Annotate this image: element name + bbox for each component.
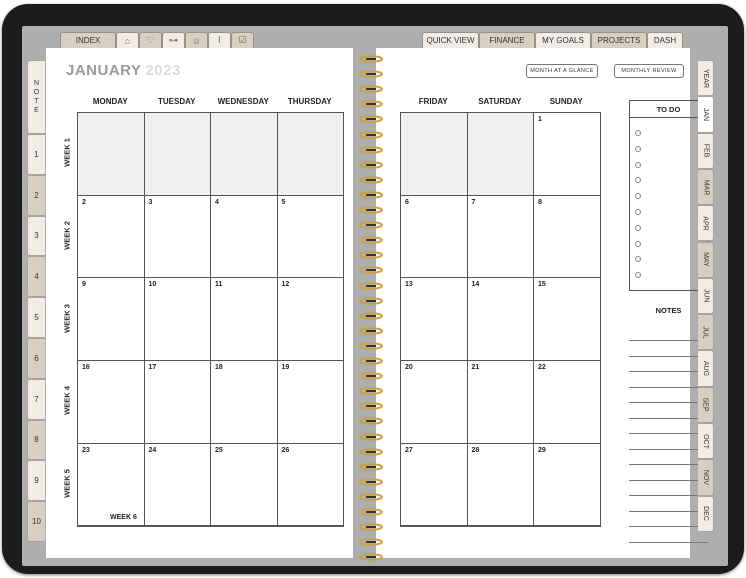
day-cell[interactable]: 4: [211, 196, 278, 279]
day-header-monday: MONDAY: [92, 97, 128, 106]
tab-quick-view[interactable]: QUICK VIEW: [422, 32, 479, 48]
note-letter: T: [34, 98, 39, 105]
tab-label: APR: [702, 216, 709, 231]
week-label: WEEK 1: [62, 138, 72, 168]
tab-label: DEC: [702, 506, 709, 522]
day-cell[interactable]: 26: [278, 444, 345, 527]
notes-line[interactable]: [629, 480, 708, 481]
day-header-friday: FRIDAY: [418, 97, 448, 106]
tab-label: MAR: [702, 179, 709, 195]
meditation-icon: ☺: [191, 35, 202, 46]
spiral-ring: [358, 352, 384, 360]
day-cell[interactable]: [468, 113, 535, 196]
notes-line[interactable]: [629, 433, 708, 434]
tab-label: SEP: [701, 397, 709, 412]
day-cell[interactable]: 27: [401, 444, 468, 527]
right-page: [376, 48, 690, 558]
tab-mar[interactable]: [698, 169, 714, 205]
day-cell[interactable]: 29: [534, 444, 601, 527]
day-cell[interactable]: 9: [78, 278, 145, 361]
todo-checkbox[interactable]: [635, 256, 641, 262]
monthly-review-button[interactable]: MONTHLY REVIEW: [614, 64, 684, 78]
todo-checkbox[interactable]: [635, 193, 641, 199]
day-cell[interactable]: [278, 113, 345, 196]
spiral-ring: [358, 156, 384, 164]
spiral-ring: [358, 110, 384, 118]
tab-checklist[interactable]: [231, 32, 254, 48]
year-title: 2023: [145, 62, 181, 79]
spiral-ring: [358, 503, 384, 511]
spiral-ring: [358, 292, 384, 300]
tab-page-9[interactable]: 9: [27, 460, 45, 501]
spiral-ring: [358, 443, 384, 451]
spiral-ring: [358, 533, 384, 541]
day-cell[interactable]: 7: [468, 196, 535, 279]
todo-checkbox[interactable]: [635, 146, 641, 152]
tab-nov[interactable]: [698, 459, 714, 495]
tab-label: NOV: [702, 469, 710, 486]
tab-finance[interactable]: FINANCE: [479, 32, 535, 48]
tab-page-8[interactable]: 8: [27, 420, 45, 461]
tab-label: YEAR: [702, 68, 709, 88]
day-cell[interactable]: 12: [278, 278, 345, 361]
tab-dash[interactable]: DASH: [647, 32, 683, 48]
week6-label: WEEK 6: [110, 513, 137, 521]
checklist-icon: ☑: [238, 35, 247, 45]
spiral-ring: [358, 367, 384, 375]
day-cell[interactable]: 22: [534, 361, 601, 444]
spiral-ring: [358, 473, 384, 481]
day-cell[interactable]: 21: [468, 361, 535, 444]
spiral-ring: [358, 126, 384, 134]
note-letter: E: [34, 107, 39, 114]
note-letter: O: [33, 89, 40, 96]
tab-dec[interactable]: [698, 496, 714, 532]
day-cell[interactable]: 23: [78, 444, 145, 527]
spiral-ring: [358, 518, 384, 526]
tab-page-4[interactable]: 4: [27, 256, 45, 297]
notes-line[interactable]: [629, 402, 708, 403]
day-cell[interactable]: 25: [211, 444, 278, 527]
day-header-sunday: SUNDAY: [549, 97, 583, 106]
heart-icon: ♡: [146, 35, 155, 45]
tab-dumbbell[interactable]: [162, 32, 185, 48]
tab-page-3[interactable]: 3: [27, 216, 45, 257]
tab-jun[interactable]: [698, 278, 714, 314]
notes-line[interactable]: [629, 387, 708, 388]
day-cell[interactable]: 20: [401, 361, 468, 444]
todo-checkbox[interactable]: [635, 177, 641, 183]
day-header-thursday: THURSDAY: [287, 97, 332, 106]
day-cell[interactable]: 1: [534, 113, 601, 196]
tab-label: FEB: [702, 143, 709, 158]
todo-checkbox[interactable]: [635, 225, 641, 231]
notes-line[interactable]: [629, 340, 708, 341]
spiral-ring: [358, 548, 384, 556]
notes-line[interactable]: [629, 542, 708, 543]
left-page: [46, 48, 353, 558]
day-header-saturday: SATURDAY: [478, 97, 522, 106]
tab-label: MAY: [702, 252, 709, 267]
broom-icon: ⌇: [217, 35, 222, 45]
tab-may[interactable]: [698, 242, 714, 278]
day-cell[interactable]: [401, 113, 468, 196]
day-cell[interactable]: 5: [278, 196, 345, 279]
day-cell[interactable]: 11: [211, 278, 278, 361]
tab-heart[interactable]: [139, 32, 162, 48]
spiral-ring: [358, 337, 384, 345]
spiral-ring: [358, 322, 384, 330]
tab-page-10[interactable]: 10: [27, 501, 45, 542]
notes-line[interactable]: [629, 356, 708, 357]
day-cell[interactable]: 24: [145, 444, 212, 527]
spiral-ring: [358, 80, 384, 88]
spiral-ring: [358, 382, 384, 390]
day-cell[interactable]: 13: [401, 278, 468, 361]
week-label: WEEK 2: [62, 221, 72, 250]
tab-page-7[interactable]: 7: [27, 379, 45, 420]
spiral-ring: [358, 231, 384, 239]
tab-page-5[interactable]: 5: [27, 297, 45, 338]
spiral-ring: [358, 261, 384, 269]
tab-feb[interactable]: [698, 133, 714, 169]
notes-line[interactable]: [629, 511, 708, 512]
spiral-ring: [358, 141, 384, 149]
notes-line[interactable]: [629, 464, 708, 465]
tab-jul[interactable]: [698, 314, 714, 350]
tab-aug[interactable]: [698, 350, 714, 386]
calendar-grid-left: [77, 112, 344, 527]
tab-label: AUG: [702, 360, 710, 377]
day-cell[interactable]: [211, 113, 278, 196]
spiral-ring: [358, 201, 384, 209]
month-at-a-glance-button[interactable]: MONTH AT A GLANCE: [526, 64, 598, 78]
todo-checkbox[interactable]: [635, 272, 641, 278]
tab-label: OCT: [702, 433, 709, 449]
tab-sep[interactable]: [698, 387, 714, 423]
day-cell[interactable]: 18: [211, 361, 278, 444]
notes-line[interactable]: [629, 418, 708, 419]
spiral-ring: [358, 50, 384, 58]
tab-my-goals[interactable]: MY GOALS: [535, 32, 591, 48]
todo-title: TO DO: [630, 101, 707, 118]
tab-projects[interactable]: PROJECTS: [591, 32, 647, 48]
day-cell[interactable]: 15: [534, 278, 601, 361]
tab-apr[interactable]: [698, 205, 714, 241]
calendar-grid-right: [400, 112, 601, 527]
day-cell[interactable]: [145, 113, 212, 196]
day-cell[interactable]: 16: [78, 361, 145, 444]
todo-checkbox[interactable]: [635, 241, 641, 247]
month-title: JANUARY: [66, 62, 142, 79]
spiral-ring: [358, 307, 384, 315]
tab-label: JAN: [701, 107, 709, 122]
page-title: [66, 62, 181, 79]
day-cell[interactable]: 10: [145, 278, 212, 361]
spiral-ring: [358, 412, 384, 420]
spiral-ring: [358, 65, 384, 73]
notes-line[interactable]: [629, 526, 708, 527]
todo-checkbox[interactable]: [635, 162, 641, 168]
spiral-ring: [358, 216, 384, 224]
tab-home[interactable]: [116, 32, 139, 48]
spiral-ring: [358, 428, 384, 436]
notes-line[interactable]: [629, 449, 708, 450]
day-cell[interactable]: 28: [468, 444, 535, 527]
tab-note[interactable]: [27, 60, 45, 134]
spiral-ring: [358, 186, 384, 194]
note-letters: [34, 79, 39, 115]
todo-box: [629, 100, 708, 291]
notes-title: NOTES: [655, 306, 682, 315]
notes-line[interactable]: [629, 495, 708, 496]
day-cell[interactable]: 17: [145, 361, 212, 444]
spiral-ring: [358, 171, 384, 179]
dumbbell-icon: ⊶: [169, 35, 178, 45]
spiral-ring: [358, 488, 384, 496]
day-cell[interactable]: [78, 113, 145, 196]
week-label: WEEK 5: [62, 469, 72, 499]
day-cell[interactable]: 3: [145, 196, 212, 279]
notes-line[interactable]: [629, 371, 708, 372]
week-label: WEEK 3: [62, 303, 72, 333]
tab-meditation[interactable]: [185, 32, 208, 48]
spiral-ring: [358, 277, 384, 285]
day-cell[interactable]: 8: [534, 196, 601, 279]
tab-year[interactable]: [698, 60, 714, 96]
tab-label: JUL: [701, 326, 709, 339]
spiral-ring: [358, 458, 384, 466]
tab-label: JUN: [702, 289, 709, 303]
todo-checkbox[interactable]: [635, 209, 641, 215]
home-icon: ⌂: [124, 35, 131, 46]
tab-jan[interactable]: [698, 96, 714, 132]
day-header-tuesday: TUESDAY: [158, 97, 196, 106]
spiral-ring: [358, 246, 384, 254]
spiral-ring: [358, 397, 384, 405]
tab-page-6[interactable]: 6: [27, 338, 45, 379]
day-cell[interactable]: 2: [78, 196, 145, 279]
tab-page-1[interactable]: 1: [27, 134, 45, 175]
tab-page-2[interactable]: 2: [27, 175, 45, 216]
day-header-wednesday: WEDNESDAY: [217, 97, 269, 106]
day-cell[interactable]: 19: [278, 361, 345, 444]
tab-index[interactable]: INDEX: [60, 32, 116, 48]
week-label: WEEK 4: [62, 386, 72, 416]
tab-oct[interactable]: [698, 423, 714, 459]
todo-checkbox[interactable]: [635, 130, 641, 136]
day-cell[interactable]: 6: [401, 196, 468, 279]
note-letter: N: [33, 80, 40, 87]
day-cell[interactable]: 14: [468, 278, 535, 361]
tab-broom[interactable]: [208, 32, 231, 48]
spiral-ring: [358, 95, 384, 103]
